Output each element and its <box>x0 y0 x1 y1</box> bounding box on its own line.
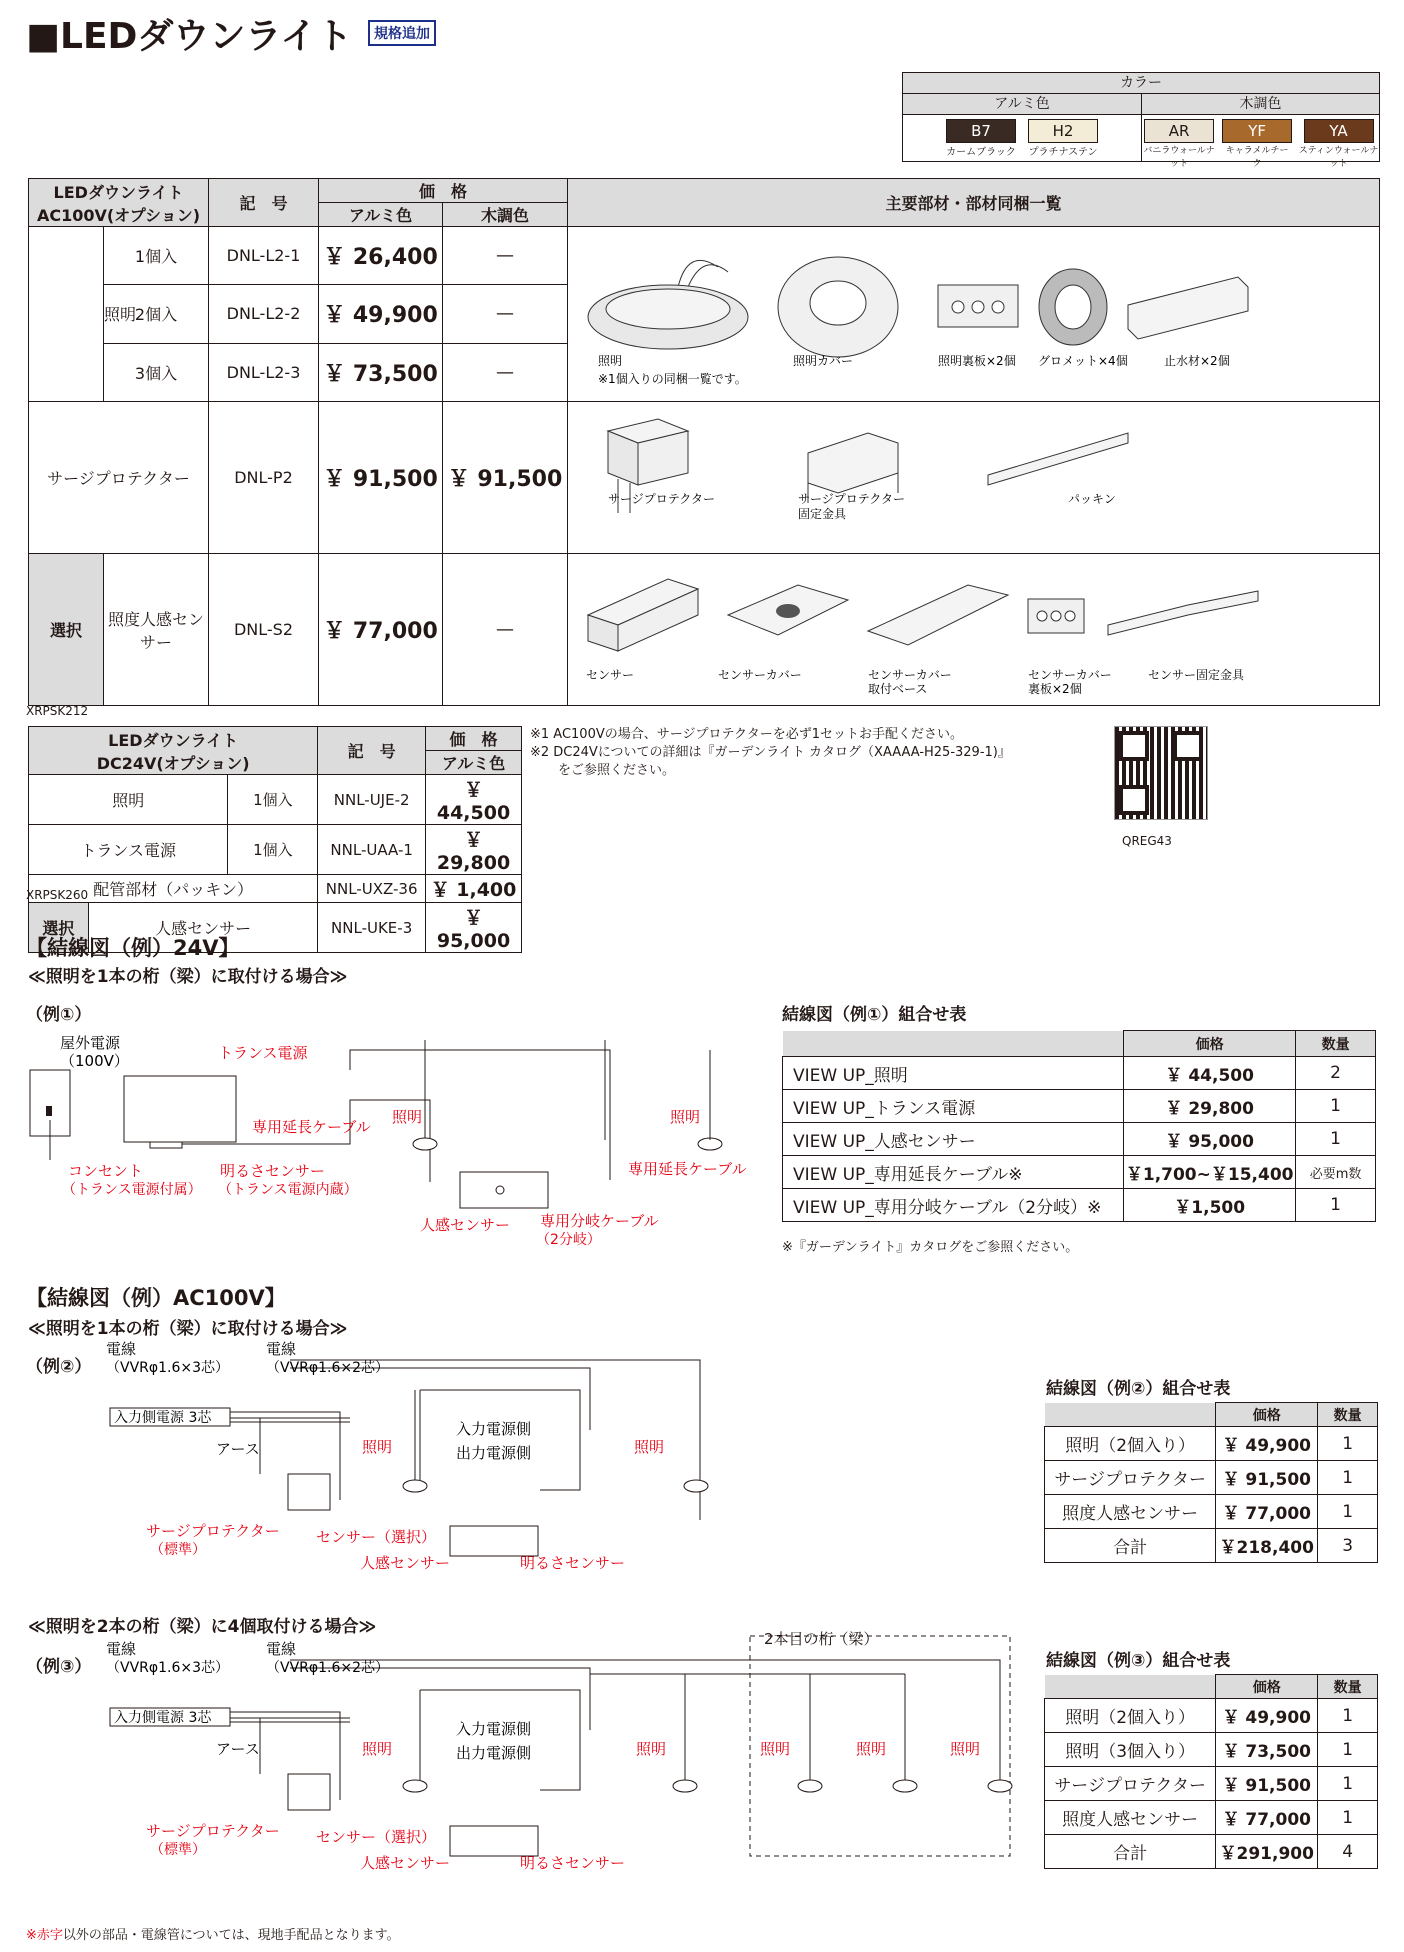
combo-name-cell: サージプロテクター <box>1045 1767 1216 1801</box>
code-cell: DNL-L2-1 <box>209 227 319 285</box>
parts-cell-light <box>568 227 1380 402</box>
label-branch: 専用分岐ケーブル <box>540 1212 659 1230</box>
combo-total-qty: 3 <box>1318 1529 1378 1563</box>
part-label: センサー固定金具 <box>1148 667 1245 682</box>
part-label: センサーカバー <box>1028 667 1112 682</box>
combo-price-cell: ￥ 77,000 <box>1216 1801 1318 1835</box>
label-out-side: 出力電源側 <box>456 1444 532 1462</box>
sec2-h-price: 価格 <box>1216 1403 1318 1427</box>
table-row <box>783 1090 1376 1123</box>
sensor-name-cell: 照度人感センサー <box>104 554 209 706</box>
part-label: センサーカバー <box>868 667 952 682</box>
label-light-1: 照明 <box>362 1438 393 1456</box>
parts-cell-surge <box>568 402 1380 554</box>
combo-total-price: ￥291,900 <box>1216 1835 1318 1869</box>
combo-qty-cell: 1 <box>1318 1699 1378 1733</box>
dc-h-code: 記 号 <box>318 727 426 775</box>
footer-note <box>26 1924 400 1943</box>
dc-h-price: 価 格 <box>426 727 522 751</box>
part-label: サージプロテクター <box>798 491 906 506</box>
dc-price-table <box>28 726 522 953</box>
wood-price-cell: ￥ 91,500 <box>443 402 568 554</box>
h-parts: 主要部材・部材同梱一覧 <box>568 179 1380 227</box>
combo-qty-cell: 2 <box>1296 1057 1376 1090</box>
label-bright: 明るさセンサー <box>220 1162 326 1180</box>
combo-qty-cell: 必要m数 <box>1296 1156 1376 1189</box>
color-box-header: カラー <box>903 73 1379 94</box>
price-cell: ￥ 91,500 <box>319 402 443 554</box>
combo-name-cell: 照度人感センサー <box>1045 1801 1216 1835</box>
color-group-alumi: アルミ色 <box>903 94 1142 114</box>
table-row <box>1045 1801 1378 1835</box>
combo-price-cell: ￥ 44,500 <box>1124 1057 1296 1090</box>
label-wire1: 電線 <box>106 1640 137 1658</box>
label-in-side: 入力電源側 <box>456 1720 532 1738</box>
label-surge: サージプロテクター <box>146 1822 280 1840</box>
dc-qty-cell: 1個入 <box>228 825 318 875</box>
dc-h-product: LEDダウンライト DC24V(オプション) <box>29 727 318 775</box>
dc-name-cell: 照明 <box>29 775 228 825</box>
table-row <box>1045 1767 1378 1801</box>
part-label: グロメット×4個 <box>1038 354 1128 368</box>
sec2-title: 【結線図（例）AC100V】 <box>26 1286 286 1310</box>
combo-qty-cell: 1 <box>1318 1767 1378 1801</box>
label-light: 照明 <box>950 1740 981 1758</box>
combo-name-cell: サージプロテクター <box>1045 1461 1216 1495</box>
h-product: LEDダウンライト AC100V(オプション) <box>29 179 209 227</box>
combo-qty-cell: 1 <box>1296 1090 1376 1123</box>
label-light-1: 照明 <box>392 1108 423 1126</box>
combo-qty-cell: 1 <box>1318 1801 1378 1835</box>
combo-name-cell: VIEW UP_照明 <box>783 1057 1124 1090</box>
price-cell: ￥ 73,500 <box>319 343 443 401</box>
h-alumi: アルミ色 <box>319 203 443 227</box>
dc-code-cell: NNL-UXZ-36 <box>318 875 426 903</box>
qty-cell: 3個入 <box>104 343 209 401</box>
label-light: 照明 <box>362 1740 393 1758</box>
label-wire1b: （VVRφ1.6×3芯） <box>106 1360 230 1376</box>
sec2-combo-table <box>1044 1402 1378 1563</box>
combo-name-cell: VIEW UP_トランス電源 <box>783 1090 1124 1123</box>
label-wire2: 電線 <box>266 1340 297 1358</box>
label-sensor: センサー（選択） <box>316 1528 437 1546</box>
combo-qty-cell: 1 <box>1318 1461 1378 1495</box>
table-row <box>29 825 522 875</box>
label-in-side: 入力電源側 <box>456 1420 532 1438</box>
page-title: ■LEDダウンライト <box>26 16 353 57</box>
main-price-table <box>28 178 1380 706</box>
label-out-side: 出力電源側 <box>456 1744 532 1762</box>
combo-price-cell: ￥ 49,900 <box>1216 1699 1318 1733</box>
table-row <box>1045 1529 1378 1563</box>
combo-qty-cell: 1 <box>1296 1189 1376 1222</box>
table-row <box>783 1156 1376 1189</box>
combo-total-qty: 4 <box>1318 1835 1378 1869</box>
surge-parts-illustration <box>568 403 1294 553</box>
label-sensor: センサー（選択） <box>316 1828 437 1846</box>
combo-price-cell: ￥ 91,500 <box>1216 1767 1318 1801</box>
wood-cell: — <box>443 227 568 285</box>
combo-total-label: 合計 <box>1045 1529 1216 1563</box>
select-badge: 選択 <box>29 554 104 706</box>
part-label: センサー <box>586 667 635 682</box>
beam2-label: 2本目の桁（梁） <box>764 1630 879 1648</box>
combo-name-cell: 照明（2個入り） <box>1045 1427 1216 1461</box>
label-outlet: コンセント <box>68 1162 144 1180</box>
part-label: 照明裏板×2個 <box>938 354 1016 368</box>
label-light: 照明 <box>636 1740 667 1758</box>
dc-price-cell: ￥ 95,000 <box>426 903 522 953</box>
table-row <box>1045 1495 1378 1529</box>
combo-qty-cell: 1 <box>1318 1733 1378 1767</box>
note-2b: をご参照ください。 <box>558 763 676 778</box>
combo-price-cell: ￥1,500 <box>1124 1189 1296 1222</box>
table-row <box>1045 1427 1378 1461</box>
note-2: ※2 DC24Vについての詳細は『ガーデンライト カタログ（XAAAA-H25-329-1)』 <box>530 745 1011 760</box>
label-human: 人感センサー <box>360 1554 451 1572</box>
combo-price-cell: ￥ 49,900 <box>1216 1427 1318 1461</box>
dc-qty-cell: 1個入 <box>228 775 318 825</box>
combo-price-cell: ￥ 29,800 <box>1124 1090 1296 1123</box>
part-label: 照明 <box>598 354 623 368</box>
label-surge2: （標準） <box>150 1842 206 1858</box>
table-row <box>783 1123 1376 1156</box>
color-swatch-ar: AR バニラウォールナット <box>1142 119 1216 161</box>
spec-added-badge: 規格追加 <box>368 20 436 46</box>
table-row <box>29 227 1380 285</box>
code-cell: DNL-S2 <box>209 554 319 706</box>
parts-cell-sensor <box>568 554 1380 706</box>
color-swatch-ya: YA スティンウォールナット <box>1298 119 1379 161</box>
label-outdoor: 屋外電源 <box>60 1034 121 1052</box>
color-swatch-yf: YF キャラメルチーク <box>1222 119 1292 161</box>
sec1-combo-table <box>782 1030 1376 1222</box>
sec1-h-price: 価格 <box>1124 1031 1296 1057</box>
label-input: 入力側電源 3芯 <box>114 1710 212 1726</box>
sec3-table-title: 結線図（例③）組合せ表 <box>1046 1651 1231 1671</box>
sec3-example: （例③） <box>26 1657 92 1677</box>
footer-red: ※赤字 <box>26 1928 63 1943</box>
part-label: センサーカバー <box>718 667 802 682</box>
combo-price-cell: ￥ 73,500 <box>1216 1733 1318 1767</box>
select-badge: 選択 <box>29 903 89 953</box>
dc-h-alumi: アルミ色 <box>426 751 522 775</box>
table-row <box>29 775 522 825</box>
qr-label: QREG43 <box>1122 834 1172 848</box>
label-outdoor2: （100V） <box>60 1052 129 1070</box>
combo-price-cell: ￥ 95,000 <box>1124 1123 1296 1156</box>
dc-code-cell: NNL-UKE-3 <box>318 903 426 953</box>
color-box <box>902 72 1380 169</box>
wiring-diagram-ac100v-1 <box>20 1340 740 1580</box>
note-1: ※1 AC100Vの場合、サージプロテクターを必ず1セットお手配ください。 <box>530 727 963 742</box>
table-row <box>1045 1461 1378 1495</box>
label-surge: サージプロテクター <box>146 1522 280 1540</box>
table-row <box>29 402 1380 554</box>
part-label: サージプロテクター <box>608 491 716 506</box>
label-wire1b: （VVRφ1.6×3芯） <box>106 1660 230 1676</box>
sec1-title: 【結線図（例）24V】 <box>26 936 240 960</box>
price-cell: ￥ 49,900 <box>319 285 443 343</box>
sec2-example: （例②） <box>26 1357 92 1377</box>
dc-code-note: XRPSK260 <box>26 888 89 902</box>
sec1-example: （例①） <box>26 1005 92 1025</box>
table-code-note: XRPSK212 <box>26 704 89 718</box>
color-group-wood: 木調色 <box>1239 96 1282 112</box>
sec1-h-qty: 数量 <box>1296 1031 1376 1057</box>
table-row <box>1045 1733 1378 1767</box>
label-branch2: （2分岐） <box>536 1232 601 1248</box>
label-light: 照明 <box>856 1740 887 1758</box>
combo-name-cell: VIEW UP_人感センサー <box>783 1123 1124 1156</box>
sec3-h-qty: 数量 <box>1318 1675 1378 1699</box>
color-swatch-b7: B7 カームブラック <box>946 119 1016 161</box>
dc-code-cell: NNL-UJE-2 <box>318 775 426 825</box>
label-wire2b: （VVRφ1.6×2芯） <box>266 1360 390 1376</box>
sec3-subtitle: ≪照明を2本の桁（梁）に4個取付ける場合≫ <box>28 1617 377 1637</box>
label-outlet2: （トランス電源付属） <box>62 1182 202 1198</box>
sec2-h-qty: 数量 <box>1318 1403 1378 1427</box>
notes <box>530 726 1011 780</box>
label-light: 照明 <box>760 1740 791 1758</box>
combo-name-cell: VIEW UP_専用延長ケーブル※ <box>783 1156 1124 1189</box>
label-bright: 明るさセンサー <box>520 1854 626 1872</box>
dc-price-cell: ￥ 29,800 <box>426 825 522 875</box>
label-input: 入力側電源 3芯 <box>114 1410 212 1426</box>
label-light-2: 照明 <box>634 1438 665 1456</box>
label-trans: トランス電源 <box>218 1044 308 1062</box>
price-cell: ￥ 77,000 <box>319 554 443 706</box>
label-wire2: 電線 <box>266 1640 297 1658</box>
sec3-combo-table <box>1044 1674 1378 1869</box>
combo-name-cell: 照明（2個入り） <box>1045 1699 1216 1733</box>
table-row <box>1045 1835 1378 1869</box>
dc-name-cell: トランス電源 <box>29 825 228 875</box>
dc-name-cell: 人感センサー <box>88 903 317 953</box>
part-label: 裏板×2個 <box>1028 681 1082 696</box>
label-human: 人感センサー <box>420 1216 511 1234</box>
label-surge2: （標準） <box>150 1542 206 1558</box>
combo-price-cell: ￥ 91,500 <box>1216 1461 1318 1495</box>
table-row <box>783 1189 1376 1222</box>
dc-price-cell: ￥ 1,400 <box>426 875 522 903</box>
qty-cell: 1個入 <box>104 227 209 285</box>
dc-name-cell: 配管部材（パッキン） <box>29 875 318 903</box>
sec1-subtitle: ≪照明を1本の桁（梁）に取付ける場合≫ <box>28 967 348 987</box>
label-wire2b: （VVRφ1.6×2芯） <box>266 1660 390 1676</box>
light-label: 照明 <box>104 305 137 324</box>
part-label: 照明カバー <box>793 354 854 368</box>
color-swatch-h2: H2 プラチナステン <box>1028 119 1098 161</box>
combo-total-label: 合計 <box>1045 1835 1216 1869</box>
code-cell: DNL-P2 <box>209 402 319 554</box>
wiring-diagram-24v <box>20 1030 780 1260</box>
light-label-cell <box>29 227 104 402</box>
label-bright: 明るさセンサー <box>520 1554 626 1572</box>
dc-price-cell: ￥ 44,500 <box>426 775 522 825</box>
h-price: 価 格 <box>319 179 568 203</box>
label-human: 人感センサー <box>360 1854 451 1872</box>
label-earth: アース <box>216 1740 260 1758</box>
combo-total-price: ￥218,400 <box>1216 1529 1318 1563</box>
combo-price-cell: ￥1,700~￥15,400 <box>1124 1156 1296 1189</box>
label-bright2: （トランス電源内蔵） <box>218 1182 358 1198</box>
table-row <box>29 875 522 903</box>
surge-name-cell: サージプロテクター <box>29 402 209 554</box>
wood-cell: — <box>443 343 568 401</box>
part-label: パッキン <box>1068 491 1116 506</box>
h-code: 記 号 <box>209 179 319 227</box>
combo-name-cell: 照度人感センサー <box>1045 1495 1216 1529</box>
combo-qty-cell: 1 <box>1318 1495 1378 1529</box>
qty-cell: 2個入 <box>104 285 209 343</box>
sec2-subtitle: ≪照明を1本の桁（梁）に取付ける場合≫ <box>28 1319 348 1339</box>
sec1-note: ※『ガーデンライト』カタログをご参照ください。 <box>782 1240 1079 1255</box>
price-cell: ￥ 26,400 <box>319 227 443 285</box>
combo-price-cell: ￥ 77,000 <box>1216 1495 1318 1529</box>
combo-qty-cell: 1 <box>1318 1427 1378 1461</box>
sensor-parts-illustration <box>568 555 1294 705</box>
qr-code-icon <box>1114 726 1208 820</box>
sec1-table-title: 結線図（例①）組合せ表 <box>782 1005 967 1025</box>
part-label: 固定金具 <box>798 506 847 521</box>
label-light-2: 照明 <box>670 1108 701 1126</box>
wiring-diagram-ac100v-2 <box>20 1640 1020 1890</box>
combo-qty-cell: 1 <box>1296 1123 1376 1156</box>
code-cell: DNL-L2-2 <box>209 285 319 343</box>
h-wood: 木調色 <box>443 203 568 227</box>
code-cell: DNL-L2-3 <box>209 343 319 401</box>
table-row <box>783 1057 1376 1090</box>
light-parts-illustration <box>568 227 1294 401</box>
table-row <box>29 554 1380 706</box>
part-note: ※1個入りの同梱一覧です。 <box>598 372 747 386</box>
label-earth: アース <box>216 1440 260 1458</box>
dc-code-cell: NNL-UAA-1 <box>318 825 426 875</box>
table-row <box>1045 1699 1378 1733</box>
label-wire1: 電線 <box>106 1340 137 1358</box>
wood-cell: — <box>443 554 568 706</box>
part-label: 取付ベース <box>868 681 928 696</box>
footer-text: 以外の部品・電線管については、現地手配品となります。 <box>62 1928 400 1943</box>
wood-cell: — <box>443 285 568 343</box>
part-label: 止水材×2個 <box>1164 354 1230 368</box>
sec3-h-price: 価格 <box>1216 1675 1318 1699</box>
sec2-table-title: 結線図（例②）組合せ表 <box>1046 1379 1231 1399</box>
label-cable-1: 専用延長ケーブル <box>252 1118 371 1136</box>
label-cable-2: 専用延長ケーブル <box>628 1160 747 1178</box>
combo-name-cell: VIEW UP_専用分岐ケーブル（2分岐）※ <box>783 1189 1124 1222</box>
combo-name-cell: 照明（3個入り） <box>1045 1733 1216 1767</box>
